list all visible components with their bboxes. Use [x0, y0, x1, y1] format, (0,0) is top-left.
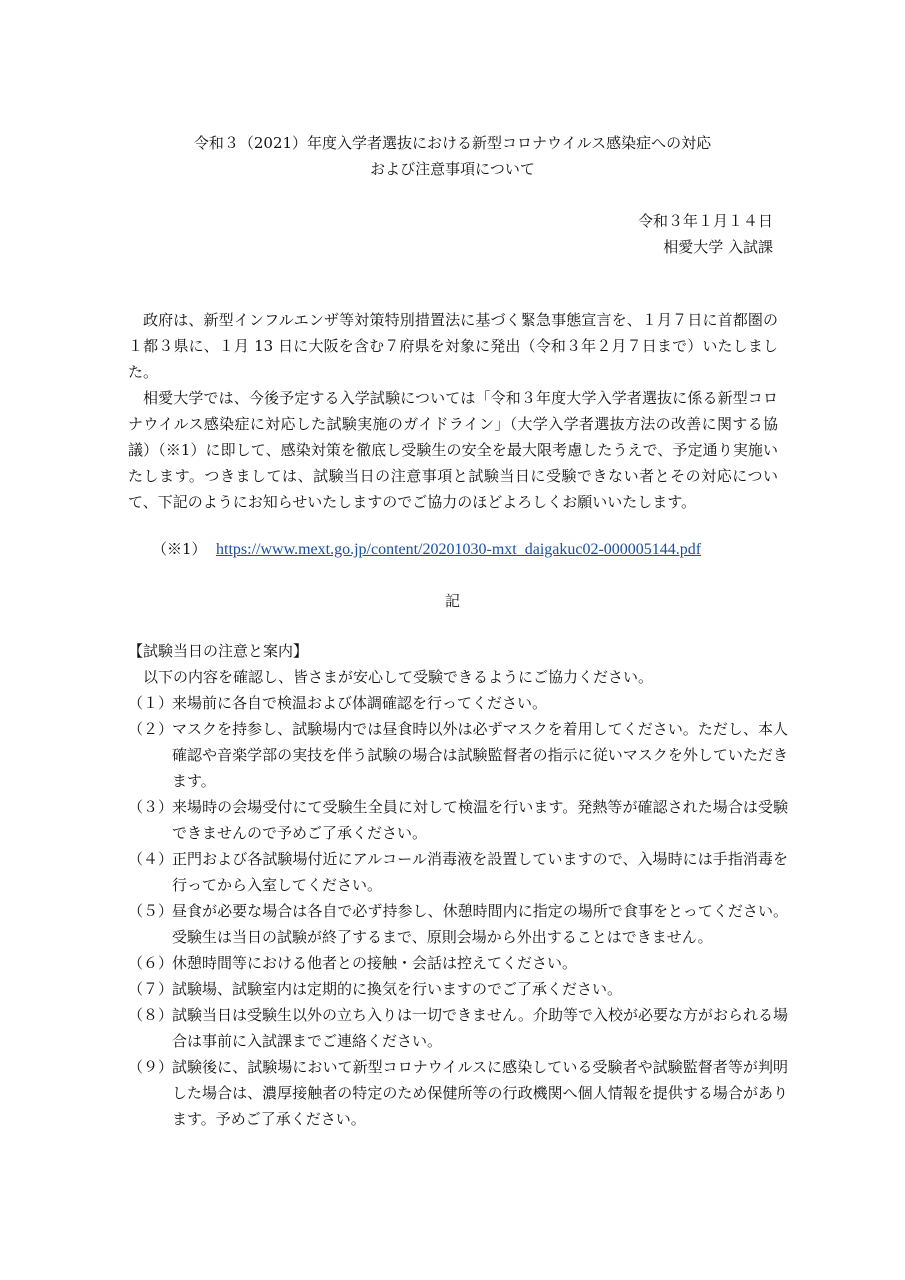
paragraph-1: 政府は、新型インフルエンザ等対策特別措置法に基づく緊急事態宣言を、１月７日に首都圏の１都３県に、１月 13 日に大阪を含む７府県を対象に発出（令和３年２月７日まで）いたしました。 — [128, 311, 778, 381]
item-text: 昼食が必要な場合は各自で必ず持参し、休憩時間内に指定の場所で食事をとってください。受験生は当日の試験が終了するまで、原則会場から外出することはできません。 — [172, 902, 788, 946]
list-item — [128, 950, 788, 976]
item-text: 試験当日は受験生以外の立ち入りは一切できません。介助等で入校が必要な方がおられる場合は事前に入試課までご連絡ください。 — [172, 1006, 788, 1050]
reference-note — [152, 536, 701, 563]
item-text: 休憩時間等における他者との接触・会話は控えてください。 — [172, 954, 578, 972]
item-text: マスクを持参し、試験場内では昼食時以外は必ずマスクを着用してください。ただし、本人確認や音楽学部の実技を伴う試験の場合は試験監督者の指示に従いマスクを外していただきます。 — [172, 720, 788, 790]
item-text: 正門および各試験場付近にアルコール消毒液を設置していますので、入場時には手指消毒を行ってから入室してください。 — [172, 850, 788, 894]
list-item — [128, 846, 788, 898]
notes-section — [128, 638, 788, 1132]
list-item — [128, 1054, 788, 1132]
item-number: （７） — [128, 980, 174, 998]
reference-mark: （※1） — [152, 540, 207, 558]
list-item — [128, 976, 788, 1002]
list-item — [128, 716, 788, 794]
document-meta — [638, 208, 773, 260]
item-text: 来場前に各自で検温および体調確認を行ってください。 — [172, 694, 548, 712]
document-body — [128, 307, 778, 515]
paragraph-2: 相愛大学では、今後予定する入学試験については「令和３年度大学入学者選抜に係る新型コロナウイルス感染症に対応した試験実施のガイドライン」（大学入学者選抜方法の改善に関する協議）（※1）に即して、感染対策を徹底し受験生の安全を最大限考慮したうえで、予定通り実施いたします。つきましては、試験当日の注意事項と試験当日に受験できない者とその対応について、下記のようにお知らせいたしますのでご協力のほどよろしくお願いいたします。 — [128, 389, 778, 511]
notes-intro: 以下の内容を確認し、皆さまが安心して受験できるようにご協力ください。 — [143, 668, 654, 686]
reference-link[interactable]: https://www.mext.go.jp/content/20201030-mxt_daigakuc02-000005144.pdf — [216, 541, 702, 558]
list-item — [128, 794, 788, 846]
item-number: （５） — [128, 902, 174, 920]
item-text: 試験後に、試験場において新型コロナウイルスに感染している受験者や試験監督者等が判明した場合は、濃厚接触者の特定のため保健所等の行政機関へ個人情報を提供する場合があります。予めご了承ください。 — [172, 1058, 788, 1128]
list-item — [128, 898, 788, 950]
item-number: （９） — [128, 1058, 174, 1076]
item-number: （３） — [128, 798, 174, 816]
item-number: （１） — [128, 694, 174, 712]
item-number: （６） — [128, 954, 174, 972]
title-line-2: および注意事項について — [370, 160, 535, 178]
item-number: （４） — [128, 850, 174, 868]
issuer: 相愛大学 入試課 — [663, 238, 773, 256]
notes-heading: 【試験当日の注意と案内】 — [128, 642, 309, 660]
list-item — [128, 1002, 788, 1054]
item-number: （８） — [128, 1006, 174, 1024]
ki-mark: 記 — [444, 592, 460, 610]
item-number: （２） — [128, 720, 174, 738]
item-text: 来場時の会場受付にて受験生全員に対して検温を行います。発熱等が確認された場合は受験できませんので予めご了承ください。 — [172, 798, 788, 842]
list-item — [128, 690, 788, 716]
item-text: 試験場、試験室内は定期的に換気を行いますのでご了承ください。 — [172, 980, 623, 998]
issue-date: 令和３年１月１４日 — [637, 212, 773, 230]
document-title — [0, 130, 905, 182]
notes-list — [128, 690, 788, 1132]
title-line-1: 令和３（2021）年度入学者選抜における新型コロナウイルス感染症への対応 — [193, 134, 712, 152]
